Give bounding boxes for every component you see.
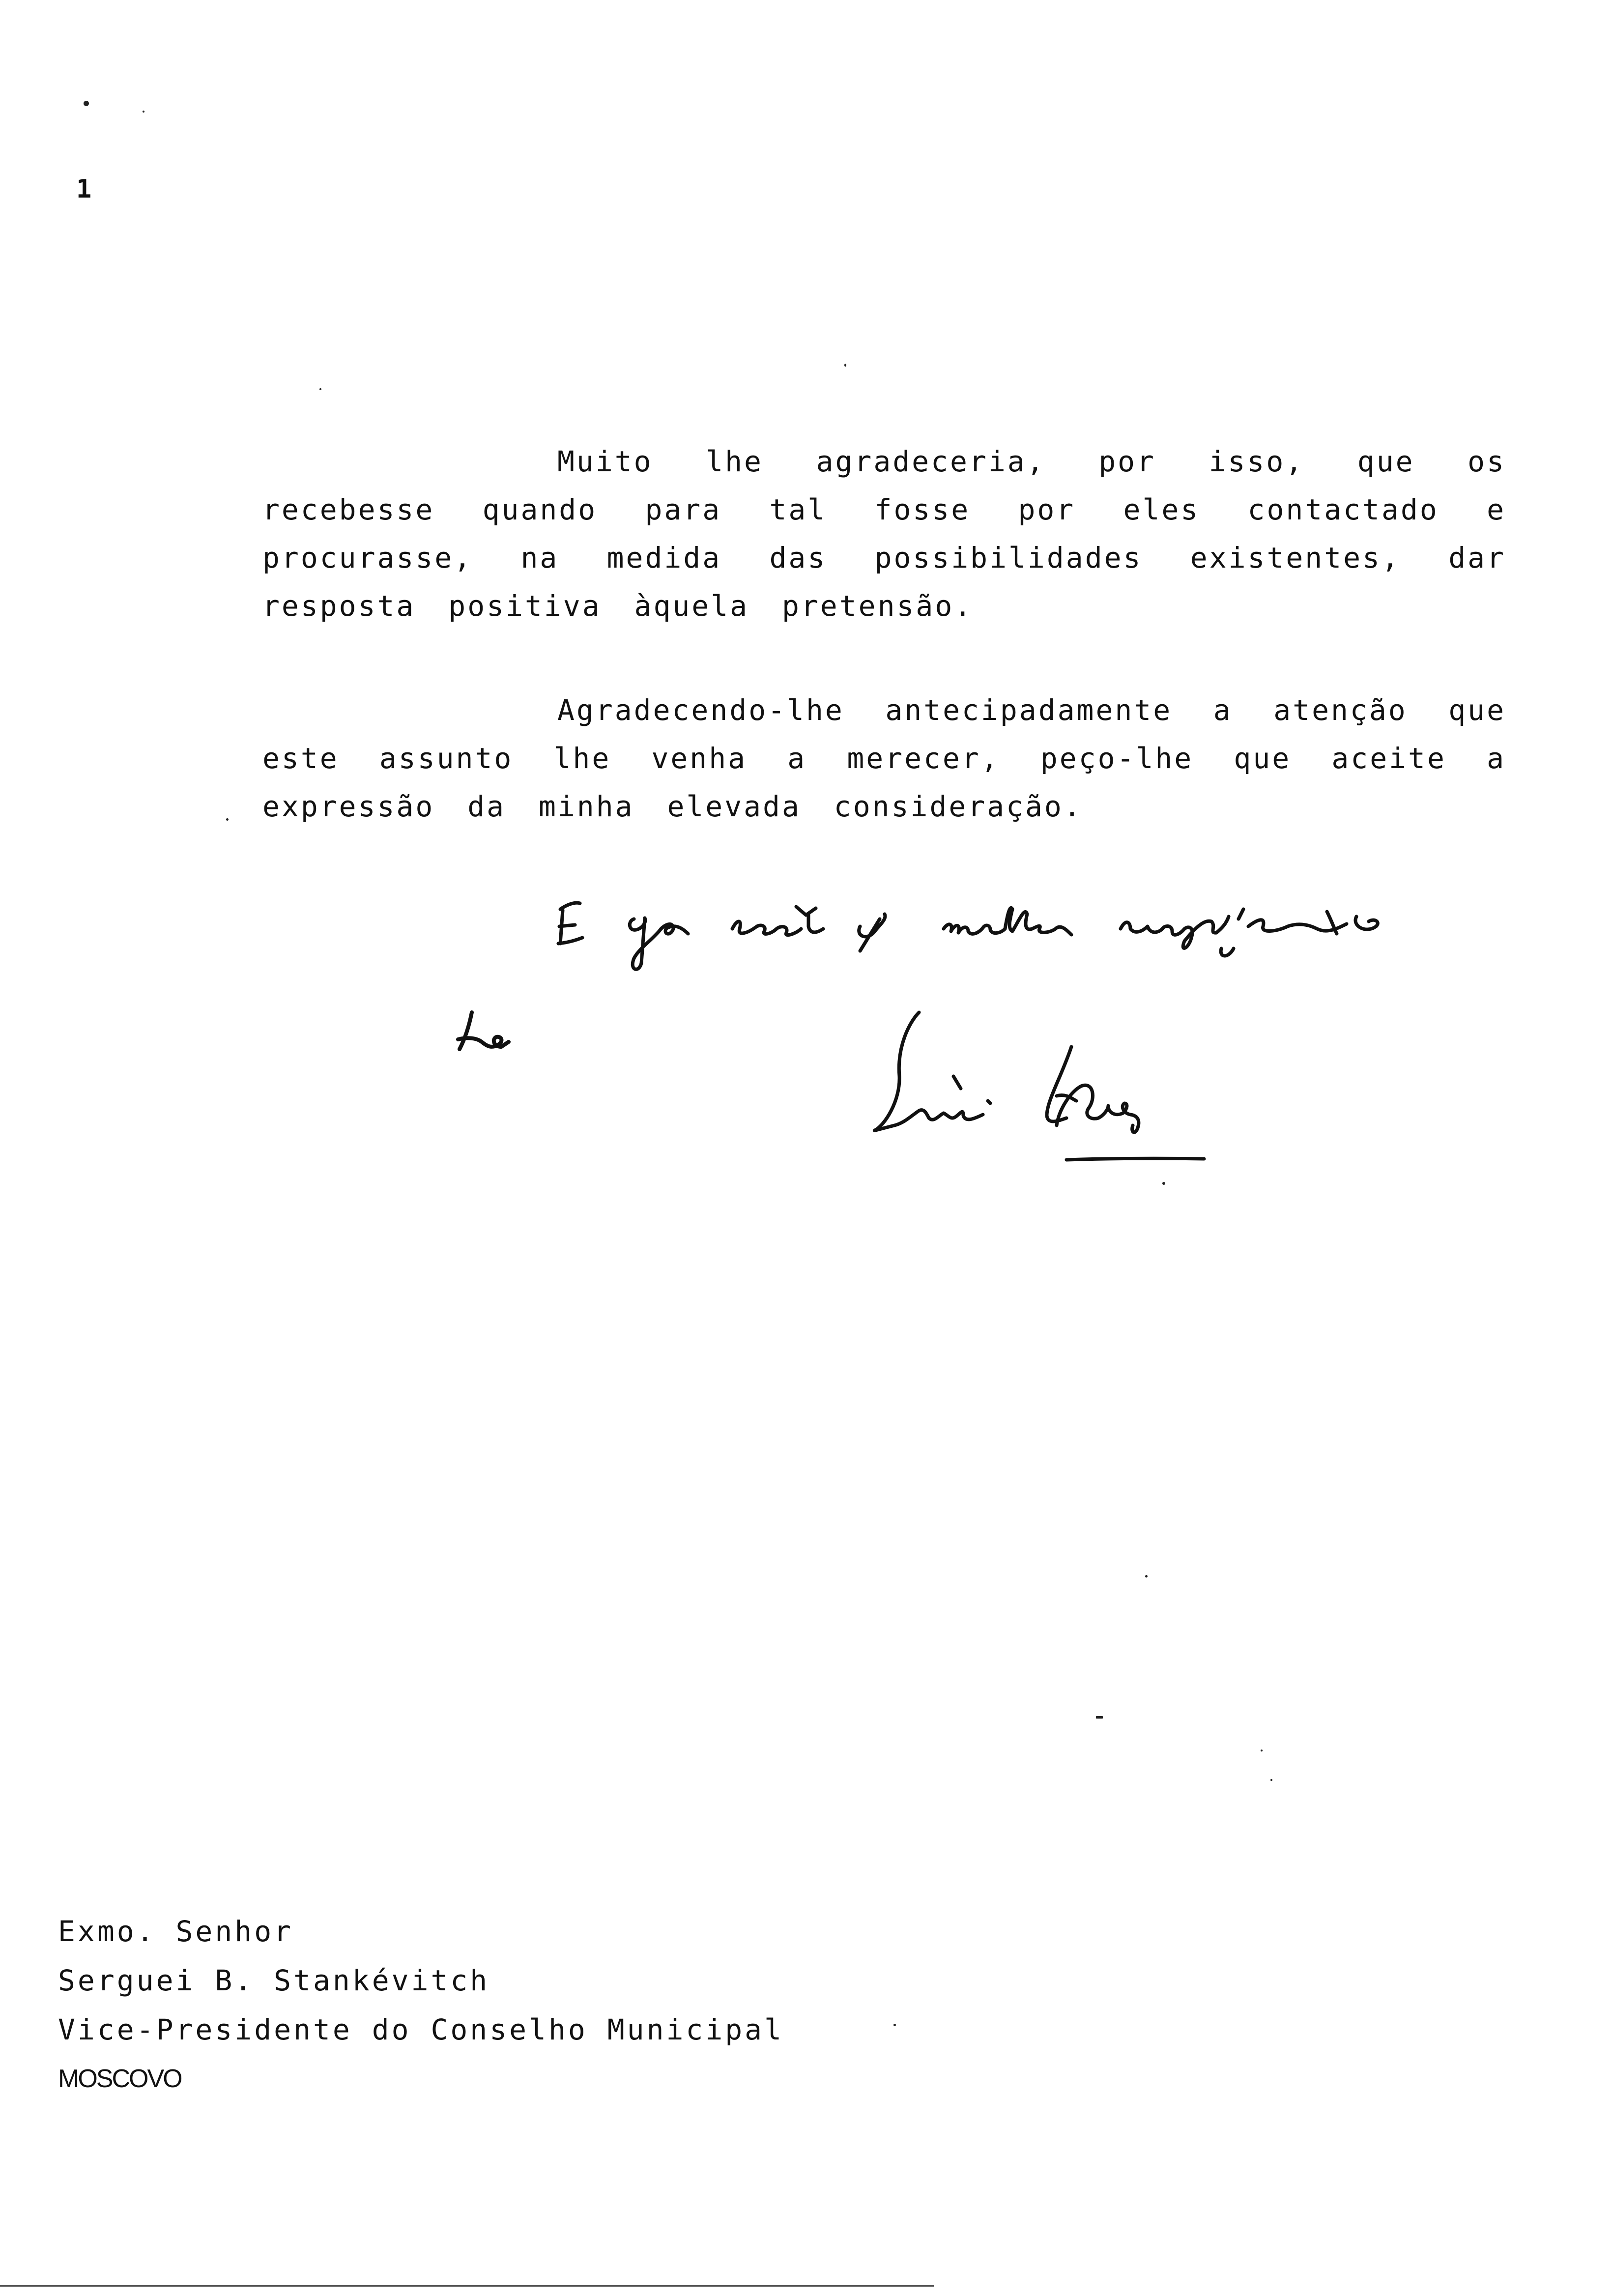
scan-speck <box>1261 1750 1263 1751</box>
letter-body <box>262 437 1506 630</box>
scan-speck <box>844 364 846 367</box>
handwritten-closing <box>541 880 1548 978</box>
paragraph: Muito lhe agradeceria, por isso, que os recebesse quando para tal fosse por eles contactado e procurasse, na medida das possibilidades existentes, dar resposta positiva àquela pretensão. <box>262 445 1506 623</box>
scan-speck <box>1270 1779 1272 1781</box>
scan-speck <box>319 388 321 390</box>
handwritten-closing-do <box>452 1003 526 1062</box>
scan-speck <box>1145 1575 1148 1578</box>
page-mark: 1 <box>76 174 92 204</box>
addressee-city: MOSCOVO <box>58 2065 181 2093</box>
scan-speck <box>143 111 144 113</box>
addressee-title: Vice-Presidente do Conselho Municipal <box>58 2013 784 2046</box>
letter-body <box>262 686 1506 831</box>
page-bottom-rule <box>0 2285 934 2287</box>
scan-speck <box>893 2024 896 2026</box>
addressee-name: Serguei B. Stankévitch <box>58 1964 490 1997</box>
scan-speck <box>1096 1716 1103 1719</box>
paragraph: Agradecendo-lhe antecipadamente a atenção que este assunto lhe venha a merecer, peço-lhe que aceite a expressão da minha elevada consideração. <box>262 693 1506 823</box>
signature <box>865 1003 1219 1189</box>
scan-speck <box>226 818 229 821</box>
scan-speck <box>84 101 89 106</box>
addressee-salutation: Exmo. Senhor <box>58 1915 294 1948</box>
addressee-block <box>58 1907 784 2103</box>
